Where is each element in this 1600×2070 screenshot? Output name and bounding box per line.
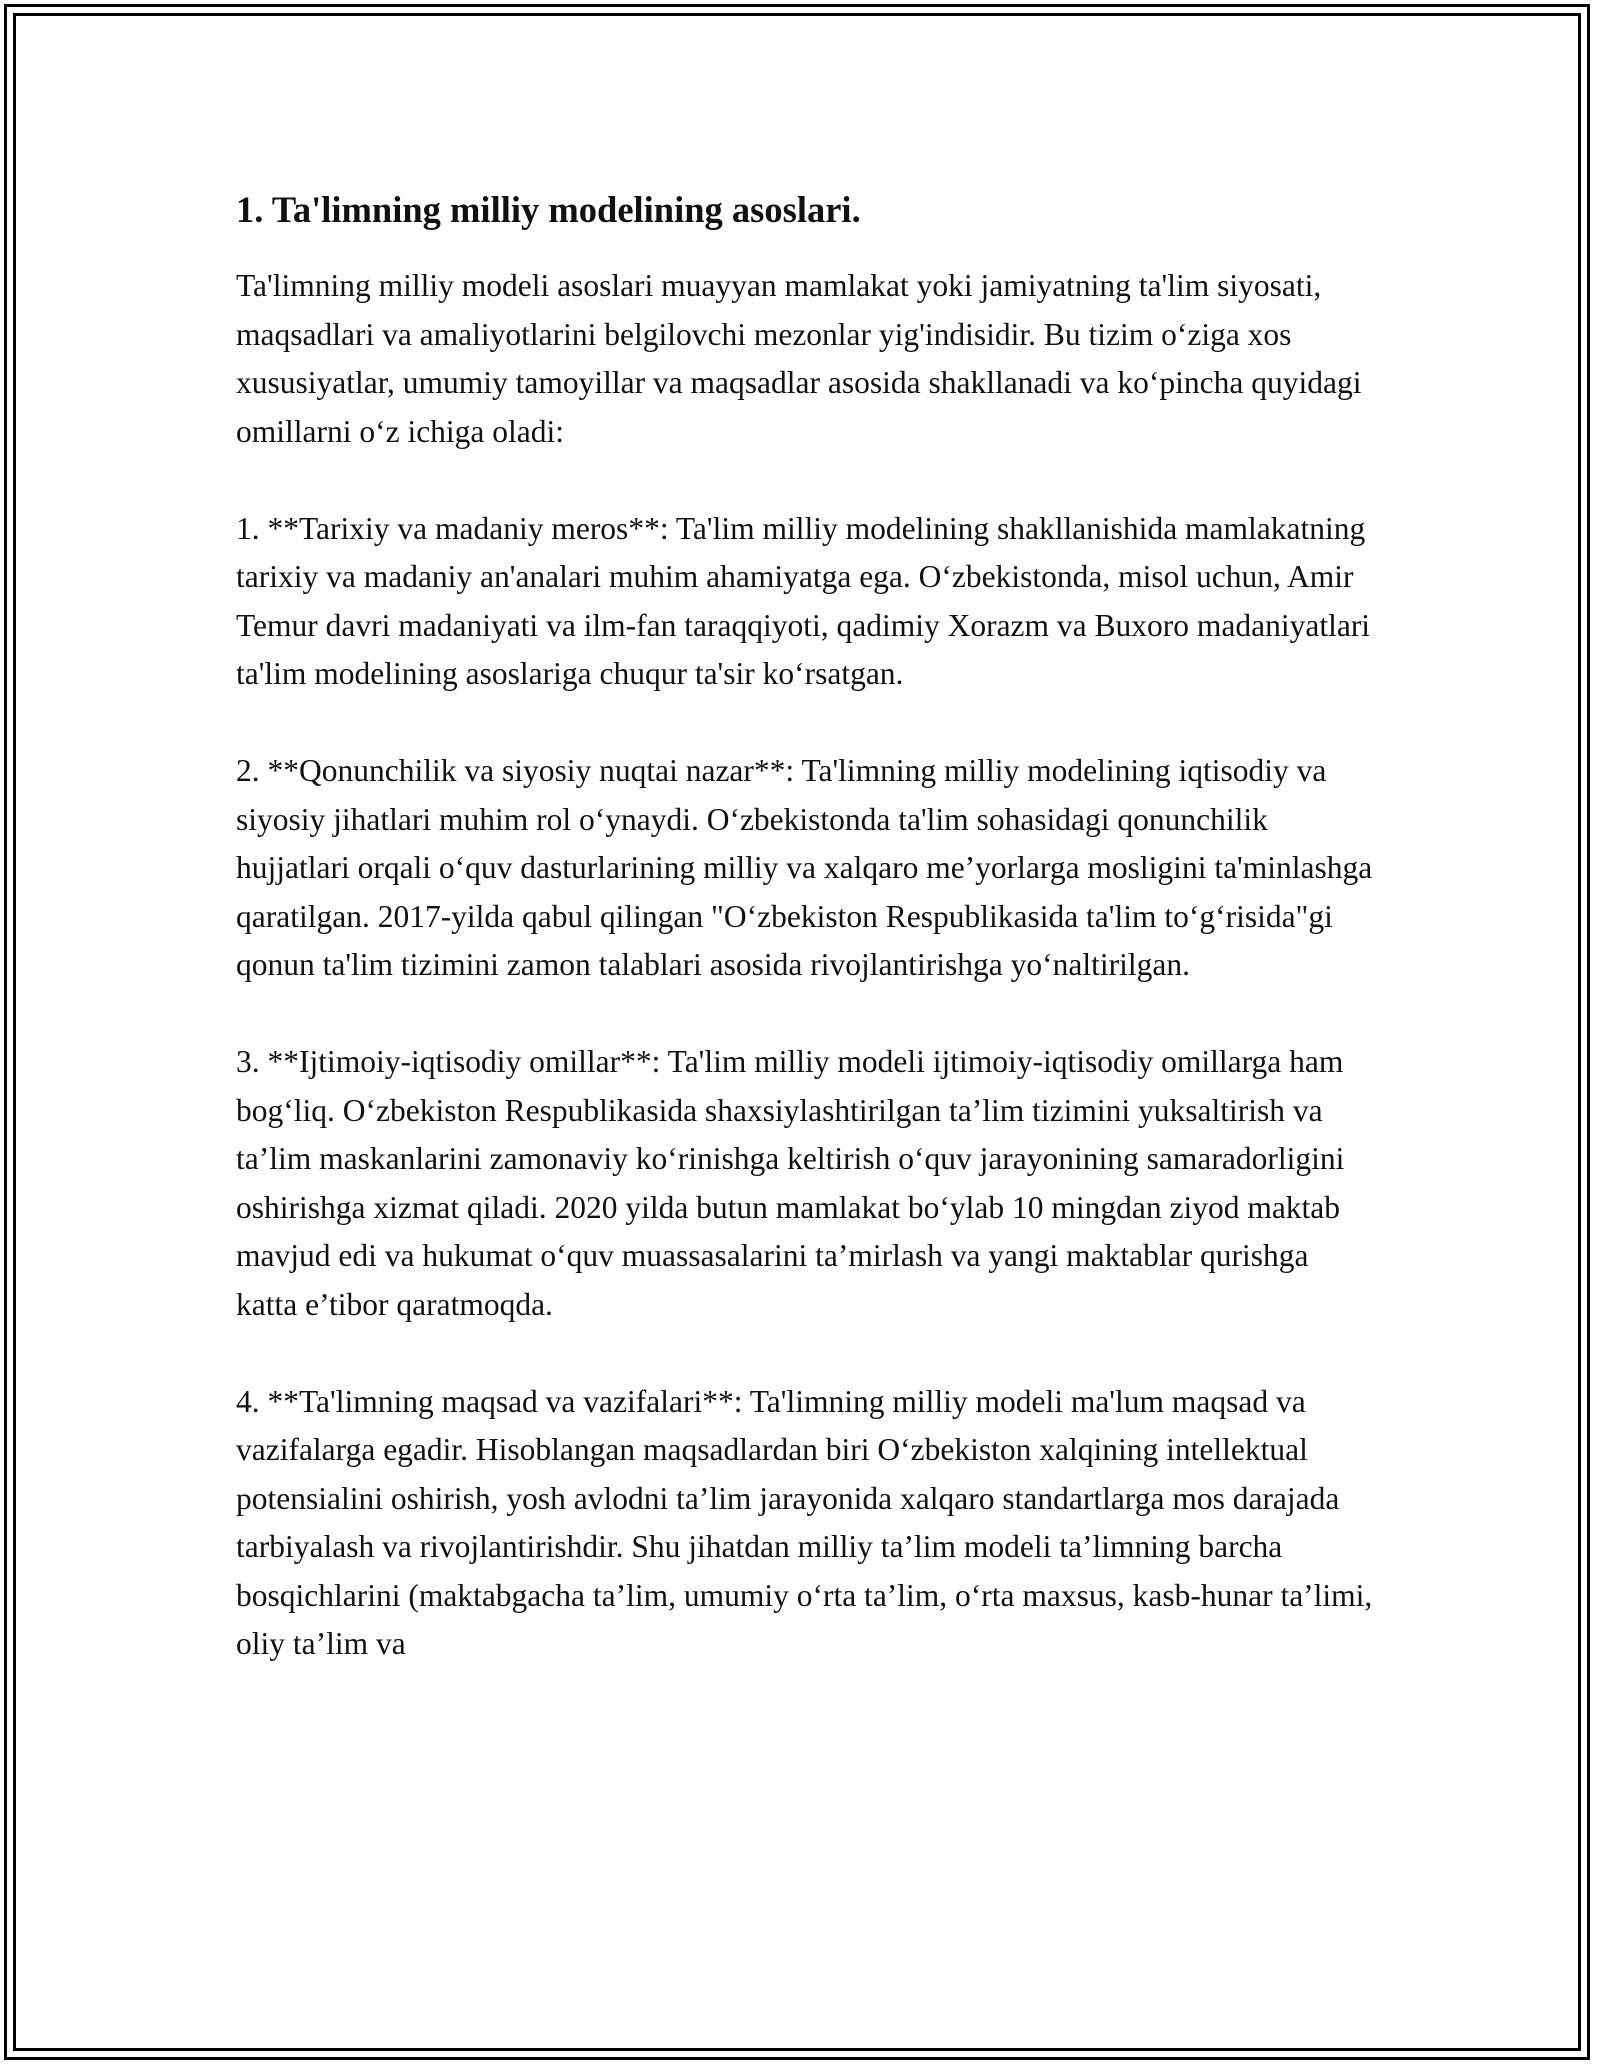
point-2-paragraph: 2. **Qonunchilik va siyosiy nuqtai nazar**: Ta'limning milliy modelining iqtisodiy va siyosiy jihatlari muhim rol o‘ynaydi. O‘zbekistonda ta'lim sohasidagi qonunchilik hujjatlari orqali o‘quv dasturlarining milliy va xalqaro me’yorlarga mosligini ta'minlashga qaratilgan. 2017-yilda qabul qilingan "O‘zbekiston Respublikasida ta'lim to‘g‘risida"gi qonun ta'lim tizimini zamon talablari asosida rivojlantirishga yo‘naltirilgan. bbox=[236, 753, 1373, 982]
document-body bbox=[236, 188, 1376, 1717]
section-heading: 1. Ta'limning milliy modelining asoslari. bbox=[236, 189, 861, 230]
point-3-paragraph: 3. **Ijtimoiy-iqtisodiy omillar**: Ta'lim milliy modeli ijtimoiy-iqtisodiy omillarga ham bog‘liq. O‘zbekiston Respublikasida shaxsiylashtirilgan ta’lim tizimini yuksaltirish va ta’lim maskanlarini zamonaviy ko‘rinishga keltirish o‘quv jarayonining samaradorligini oshirishga xizmat qiladi. 2020 yilda butun mamlakat bo‘ylab 10 mingdan ziyod maktab mavjud edi va hukumat o‘quv muassasalarini ta’mirlash va yangi maktablar qurishga katta e’tibor qaratmoqda. bbox=[236, 1044, 1345, 1322]
point-4-paragraph: 4. **Ta'limning maqsad va vazifalari**: Ta'limning milliy modeli ma'lum maqsad va vazifalarga egadir. Hisoblangan maqsadlardan biri O‘zbekiston xalqining intellektual potensialini oshirish, yosh avlodni ta’lim jarayonida xalqaro standartlarga mos darajada tarbiyalash va rivojlantirishdir. Shu jihatdan milliy ta’lim modeli ta’limning barcha bosqichlarini (maktabgacha ta’lim, umumiy o‘rta ta’lim, o‘rta maxsus, kasb-hunar ta’limi, oliy ta’lim va bbox=[236, 1383, 1373, 1661]
point-1-paragraph: 1. **Tarixiy va madaniy meros**: Ta'lim milliy modelining shakllanishida mamlakatning tarixiy va madaniy an'analari muhim ahamiyatga ega. O‘zbekistonda, misol uchun, Amir Temur davri madaniyati va ilm-fan taraqqiyoti, qadimiy Xorazm va Buxoro madaniyatlari ta'lim modelining asoslariga chuqur ta'sir ko‘rsatgan. bbox=[236, 510, 1371, 691]
intro-paragraph: Ta'limning milliy modeli asoslari muayyan mamlakat yoki jamiyatning ta'lim siyosati, maqsadlari va amaliyotlarini belgilovchi mezonlar yig'indisidir. Bu tizim o‘ziga xos xususiyatlar, umumiy tamoyillar va maqsadlar asosida shakllanadi va ko‘pincha quyidagi omillarni o‘z ichiga oladi: bbox=[236, 268, 1362, 449]
